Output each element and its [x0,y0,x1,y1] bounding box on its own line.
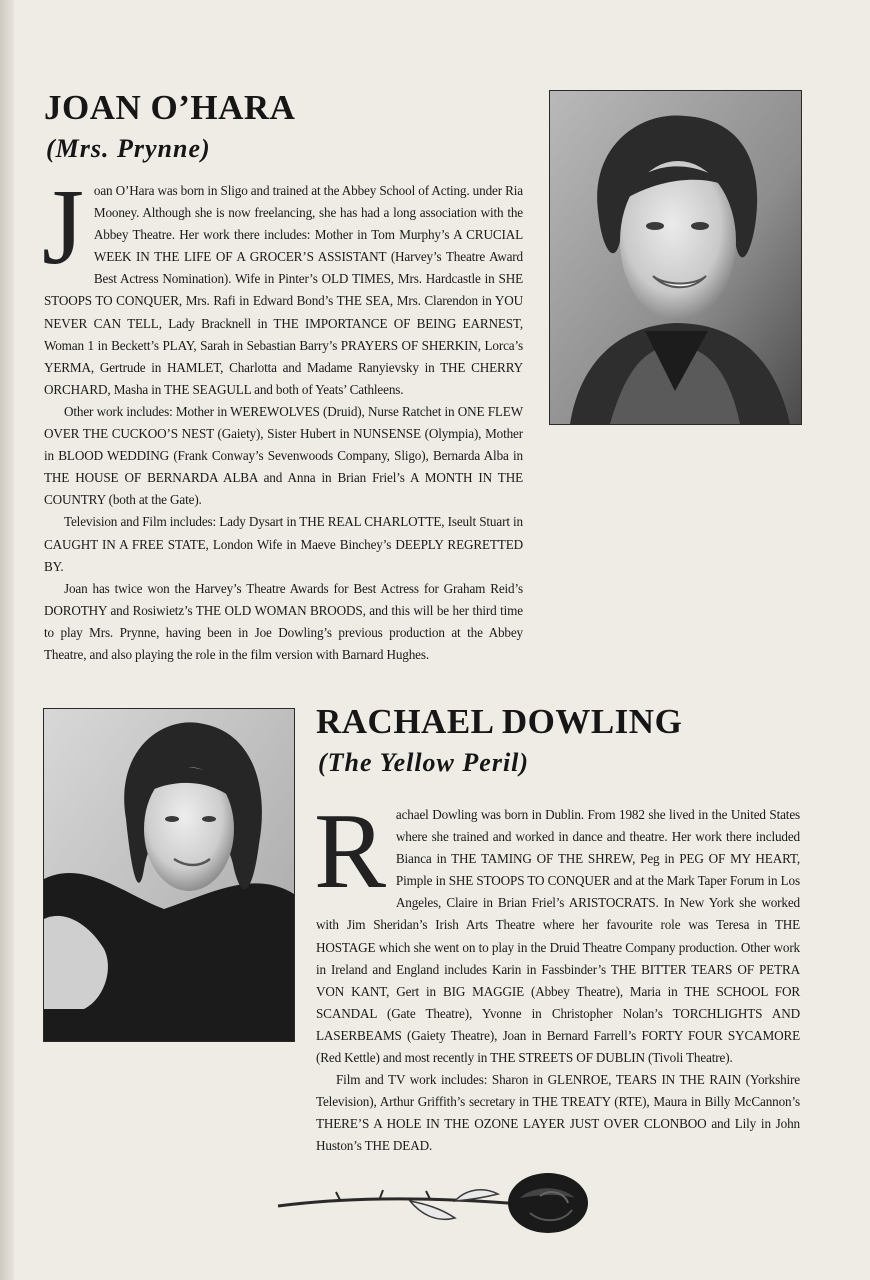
joan-bio-paragraph-2: Other work includes: Mother in WEREWOLVES (Druid), Nurse Ratchet in ONE FLEW OVER THE CUCKOO’S NEST (Gaiety), Sister Hubert in NUNSENSE (Olympia), Mother in BLOOD WEDDING (Frank Conway’s Sevenwoods Company, Sligo), Bernarda Alba in THE HOUSE OF BERNARDA ALBA and Anna in Brian Friel’s A MONTH IN THE COUNTRY (both at the Gate). [44,403,523,508]
joan-bio-paragraph-3: Television and Film includes: Lady Dysart in THE REAL CHARLOTTE, Iseult Stuart in CAUGHT IN A FREE STATE, London Wife in Maeve Binchey’s DEEPLY REGRETTED BY. [44,514,523,574]
joan-bio-paragraph-4: Joan has twice won the Harvey’s Theatre Awards for Best Actress for Graham Reid’s DOROTHY and Rosiwietz’s THE OLD WOMAN BROODS, and this will be her third time to play Mrs. Prynne, having been in Joe Dowling’s previous production at the Abbey Theatre, and also playing the role in the film version with Barnard Hughes. [44,580,523,662]
rachael-bio-text-1: achael Dowling was born in Dublin. From 1982 she lived in the United States where she trained and worked in dance and theatre. Her work there included Bianca in THE TAMING OF THE SHREW, Peg in PEG OF MY HEART, Pimple in SHE STOOPS TO CONQUER and at the Mark Taper Forum in Los Angeles, Claire in Brian Friel’s ARISTOCRATS. In New York she worked with Jim Sheridan’s Irish Arts Theatre where her favourite role was Teresa in THE HOSTAGE which she went on to play in the Druid Theatre Company production. Other work in Ireland and England includes Karin in Fassbinder’s THE BITTER TEARS OF PETRA VON KANT, Gert in BIG MAGGIE (Abbey Theatre), Maria in THE SCHOOL FOR SCANDAL (Gate Theatre), Yvonne in Christopher Nolan’s TORCHLIGHTS AND LASERBEAMS (Gaiety Theatre), Joan in Bernard Farrell’s FORTY FOUR SYCAMORE (Red Kettle) and most recently in THE STREETS OF DUBLIN (Tivoli Theatre). [316,807,800,1066]
page-spine-shadow [0,0,14,1280]
portrait-photo-icon [550,91,801,424]
joan-bio-text-1: oan O’Hara was born in Sligo and trained at the Abbey School of Acting. under Ria Mooney. Although she is now freelancing, she has had a long association with the Abbey Theatre. Her work there includes: Mother in Tom Murphy’s A CRUCIAL WEEK IN THE LIFE OF A GROCER’S ASSISTANT (Harvey’s Theatre Award Best Actress Nomination). Wife in Pinter’s OLD TIMES, Mrs. Hardcastle in SHE STOOPS TO CONQUER, Mrs. Rafi in Edward Bond’s THE SEA, Mrs. Clarendon in YOU NEVER CAN TELL, Lady Bracknell in THE IMPORTANCE OF BEING EARNEST, Woman 1 in Beckett’s PLAY, Sarah in Sebastian Barry’s PRAYERS OF SHERKIN, Lorca’s YERMA, Gertrude in HAMLET, Charlotta and Madame Ranyievsky in THE CHERRY ORCHARD, Masha in THE SEAGULL and both of Yeats’ Cathleens. [44,183,523,397]
joan-portrait-photo [549,90,802,425]
rose-stem-ornament-icon [270,1168,600,1238]
joan-name-heading: JOAN O’HARA [44,88,296,127]
rachael-biography [314,792,800,1158]
joan-bio-paragraph-1 [42,168,523,401]
rachael-bio-paragraph-2: Film and TV work includes: Sharon in GLENROE, TEARS IN THE RAIN (Yorkshire Television), Arthur Griffith’s secretary in THE TREATY (RTE), Maura in Billy McCannon’s THERE’S A HOLE IN THE OZONE LAYER JUST OVER CLONBOO and Lily in John Huston’s THE DEAD. [316,1072,800,1154]
rachael-bio-paragraph-1 [314,792,800,1069]
rachael-portrait-photo [43,708,295,1042]
joan-biography [42,168,523,666]
joan-role-subheading: (Mrs. Prynne) [46,134,211,163]
rachael-name-heading: RACHAEL DOWLING [316,702,683,741]
rachael-dropcap: R [314,792,386,911]
portrait-photo-icon [44,709,294,1041]
rachael-role-subheading: (The Yellow Peril) [318,748,530,777]
joan-dropcap: J [42,168,84,287]
